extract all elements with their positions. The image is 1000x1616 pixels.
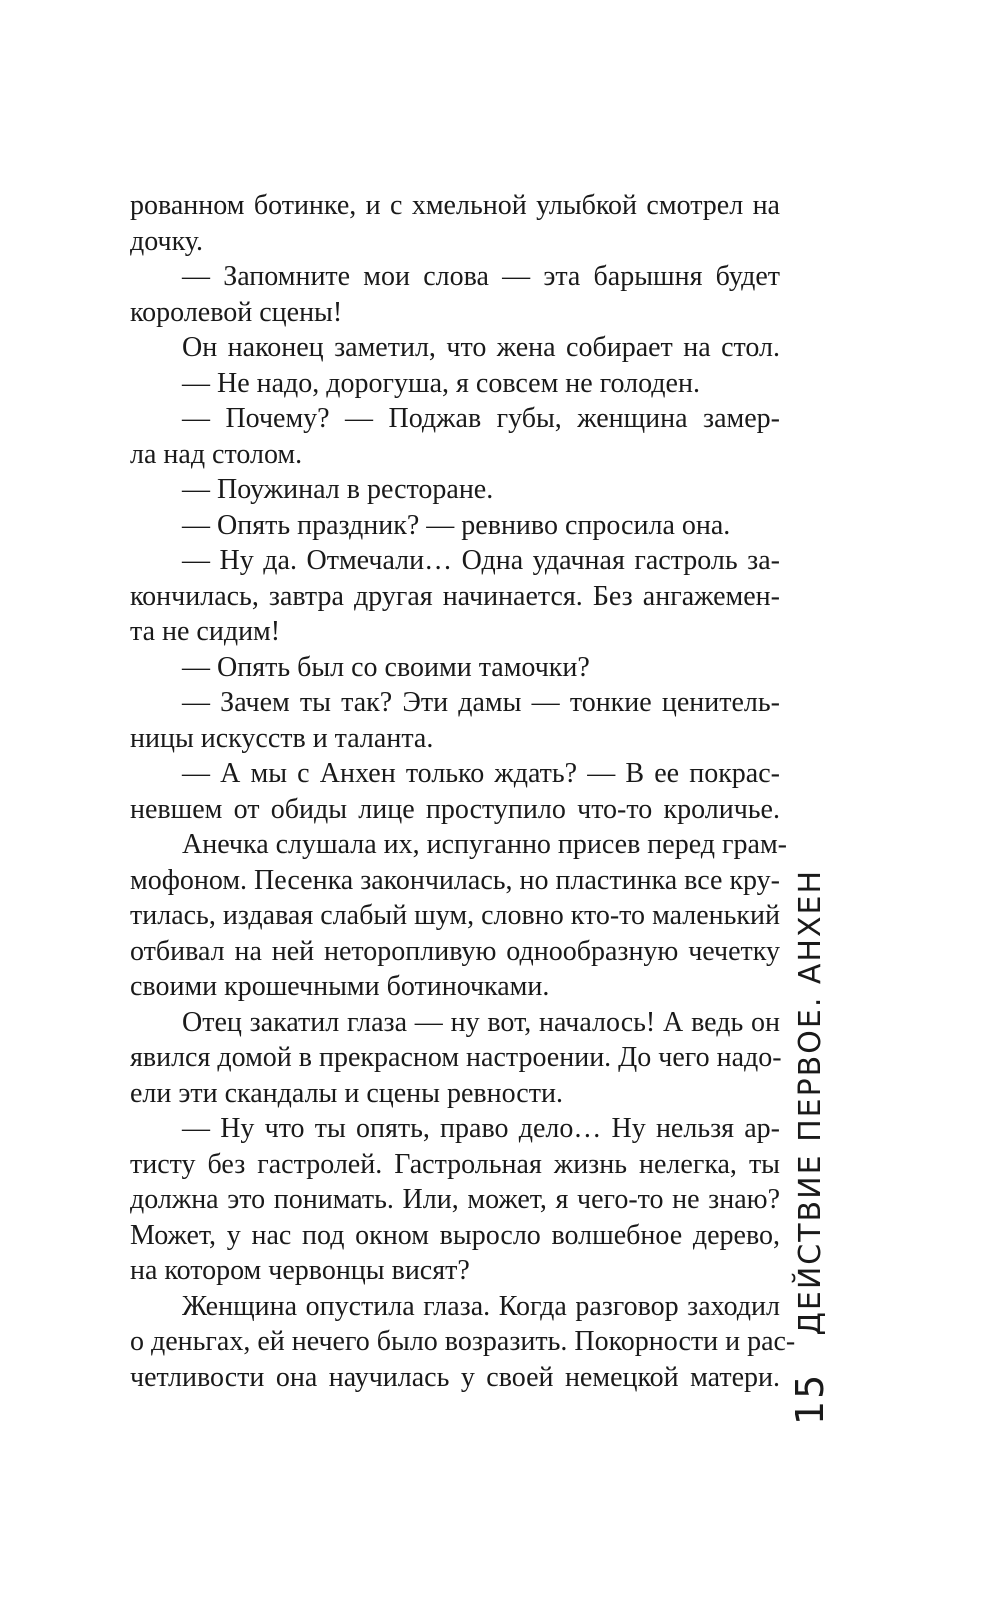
text-line: Отец закатил глаза — ну вот, началось! А ведь он <box>182 1006 780 1038</box>
text-line: — А мы с Анхен только ждать? — В ее покрас- <box>182 758 780 789</box>
text-line: мофоном. Песенка закончилась, но пластинка все кру- <box>130 864 780 896</box>
text-line: — Запомните мои слова — эта барышня будет <box>182 261 780 292</box>
text-line: — Опять был со своими тамочки? <box>182 651 590 683</box>
section-title: ДЕЙСТВИЕ ПЕРВОЕ. АНХЕН <box>792 868 828 1336</box>
text-line: тисту без гастролей. Гастрольная жизнь нелегка, ты <box>130 1148 780 1180</box>
text-line: рованном ботинке, и с хмельной улыбкой смотрел на <box>130 190 780 221</box>
text-line: невшем от обиды лице проступило что-то кроличье. <box>130 793 780 825</box>
text-line: дочку. <box>130 225 204 257</box>
text-line: — Не надо, дорогуша, я совсем не голоден. <box>182 367 700 399</box>
text-line: о деньгах, ей нечего было возразить. Покорности и рас- <box>130 1326 796 1357</box>
text-line: своими крошечными ботиночками. <box>130 971 550 1002</box>
page-number: 15 <box>788 1372 832 1425</box>
text-line: отбивал на ней неторопливую однообразную чечетку <box>130 935 780 967</box>
text-line: на котором червонцы висят? <box>130 1255 470 1286</box>
text-line: явился домой в прекрасном настроении. До чего надо- <box>130 1042 782 1073</box>
text-line: та не сидим! <box>130 616 281 647</box>
text-line: тилась, издавая слабый шум, словно кто-то маленький <box>130 900 780 931</box>
text-line: — Почему? — Поджав губы, женщина замер- <box>182 403 780 434</box>
text-line: — Ну да. Отмечали… Одна удачная гастроль за- <box>182 545 780 576</box>
text-line: — Зачем ты так? Эти дамы — тонкие ценитель- <box>182 687 780 718</box>
body-text <box>130 188 796 1395</box>
text-line: Может, у нас под окном выросло волшебное дерево, <box>130 1219 780 1251</box>
text-line: четливости она научилась у своей немецкой матери. <box>130 1361 780 1393</box>
text-line: — Опять праздник? — ревниво спросила она. <box>182 509 731 541</box>
text-line: кончилась, завтра другая начинается. Без ангажемен- <box>130 580 780 612</box>
text-line: должна это понимать. Или, может, я чего-то не знаю? <box>130 1184 780 1215</box>
text-line: королевой сцены! <box>130 296 343 328</box>
text-line: ла над столом. <box>130 438 303 470</box>
text-line: ницы искусств и таланта. <box>130 722 434 754</box>
running-head <box>788 869 832 1425</box>
text-line: Женщина опустила глаза. Когда разговор заходил <box>182 1290 780 1322</box>
text-line: Он наконец заметил, что жена собирает на стол. <box>182 332 780 363</box>
text-line: — Поужинал в ресторане. <box>182 474 494 505</box>
text-line: — Ну что ты опять, право дело… Ну нельзя ар- <box>182 1113 780 1144</box>
text-line: Анечка слушала их, испуганно присев перед грам- <box>182 829 787 860</box>
text-line: ели эти скандалы и сцены ревности. <box>130 1077 563 1109</box>
